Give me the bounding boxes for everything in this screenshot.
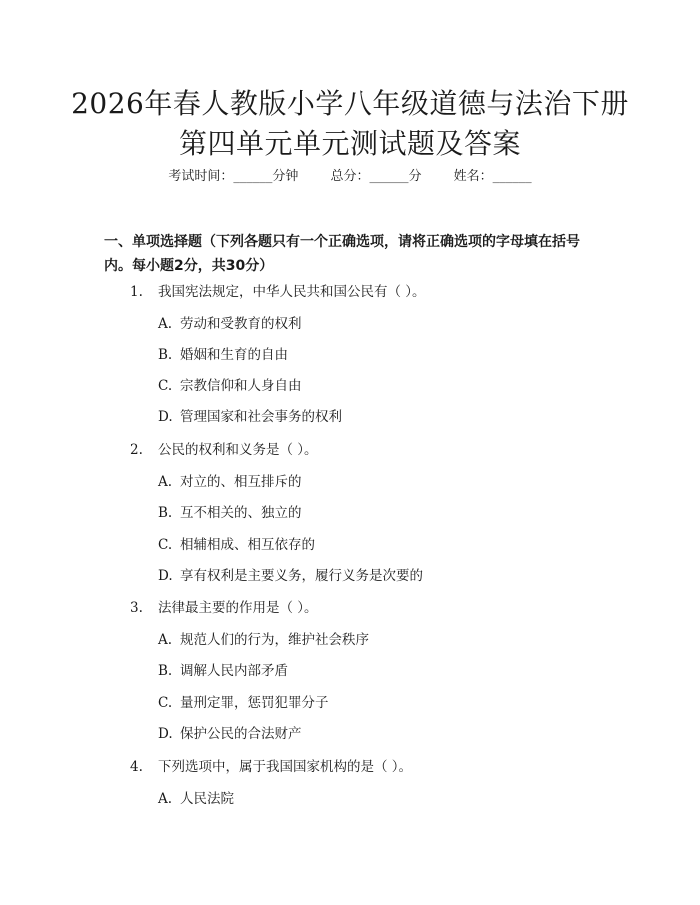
option-2d: [158, 566, 423, 586]
option-letter: D.: [158, 409, 173, 425]
option-letter: D.: [158, 568, 173, 584]
option-letter: A.: [158, 632, 173, 648]
option-text: 规范人们的行为，维护社会秩序: [180, 632, 369, 648]
question-3: [130, 598, 318, 618]
option-letter: A.: [158, 316, 173, 332]
question-1: [130, 282, 426, 302]
option-text: 对立的、相互排斥的: [180, 474, 302, 490]
option-text: 劳动和受教育的权利: [180, 316, 302, 332]
option-text: 调解人民内部矛盾: [180, 663, 288, 679]
option-4a: [158, 789, 234, 809]
student-name-field: 姓名：______: [453, 169, 532, 184]
option-text: 互不相关的、独立的: [180, 505, 302, 521]
option-3c: [158, 693, 329, 713]
total-score-field: 总分：______分: [330, 169, 422, 184]
option-letter: B.: [158, 347, 173, 363]
exam-time-field: 考试时间：______分钟: [168, 169, 299, 184]
option-1c: [158, 376, 302, 396]
option-letter: D.: [158, 726, 173, 742]
document-title-line2: 第四单元单元测试题及答案: [178, 127, 521, 160]
question-text: 法律最主要的作用是（ ）。: [158, 600, 318, 616]
question-number: 4.: [130, 759, 143, 775]
option-text: 人民法院: [180, 791, 234, 807]
exam-info-line: [0, 166, 700, 188]
option-3b: [158, 661, 288, 681]
option-letter: A.: [158, 791, 173, 807]
option-text: 管理国家和社会事务的权利: [180, 409, 342, 425]
option-1b: [158, 345, 288, 365]
question-number: 2.: [130, 442, 143, 458]
option-letter: C.: [158, 378, 173, 394]
option-2c: [158, 535, 315, 555]
option-1d: [158, 407, 342, 427]
option-1a: [158, 314, 302, 334]
section-heading: 一、单项选择题（下列各题只有一个正确选项，请将正确选项的字母填在括号内。每小题2分，共30分）: [104, 234, 580, 274]
option-letter: B.: [158, 505, 173, 521]
question-text: 下列选项中，属于我国国家机构的是（ ）。: [158, 759, 413, 775]
question-2: [130, 440, 318, 460]
option-text: 享有权利是主要义务，履行义务是次要的: [180, 568, 423, 584]
option-3a: [158, 630, 369, 650]
option-letter: C.: [158, 695, 173, 711]
option-letter: C.: [158, 537, 173, 553]
option-text: 保护公民的合法财产: [180, 726, 302, 742]
question-4: [130, 757, 412, 777]
option-letter: A.: [158, 474, 173, 490]
question-number: 3.: [130, 600, 143, 616]
option-text: 宗教信仰和人身自由: [180, 378, 302, 394]
question-text: 公民的权利和义务是（ ）。: [158, 442, 318, 458]
option-2b: [158, 503, 302, 523]
document-title-line1: 2026年春人教版小学八年级道德与法治下册: [71, 87, 629, 120]
option-text: 相辅相成、相互依存的: [180, 537, 315, 553]
option-2a: [158, 472, 302, 492]
option-3d: [158, 724, 302, 744]
question-number: 1.: [130, 284, 143, 300]
option-text: 婚姻和生育的自由: [180, 347, 288, 363]
option-text: 量刑定罪，惩罚犯罪分子: [180, 695, 329, 711]
option-letter: B.: [158, 663, 173, 679]
question-text: 我国宪法规定，中华人民共和国公民有（ ）。: [158, 284, 426, 300]
